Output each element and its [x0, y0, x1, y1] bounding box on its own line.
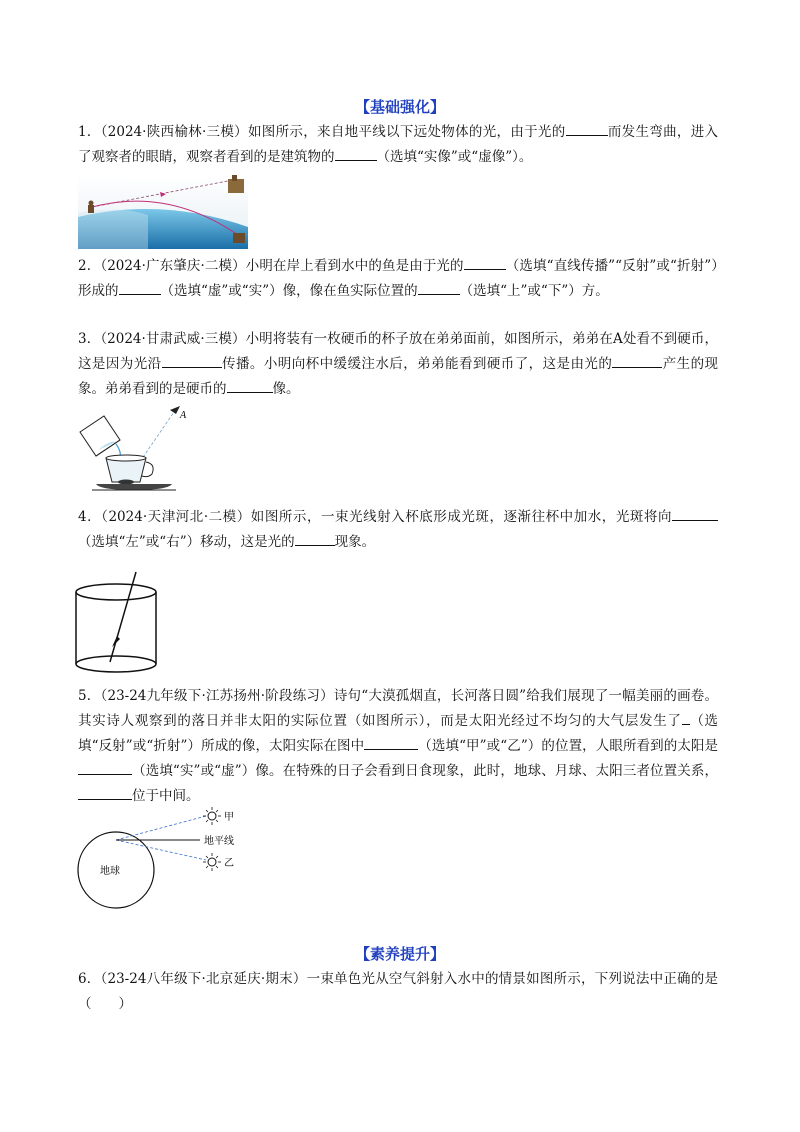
section-heading-advanced: 【素养提升】: [354, 945, 445, 963]
cup-coin-figure: [76, 402, 187, 494]
glass-light-figure: [74, 570, 160, 676]
question-text: （选填“甲”或“乙”）的位置，人眼所看到的太阳是: [418, 738, 718, 754]
saucer-icon: [96, 484, 172, 490]
question-text: （选填“实”或“虚”）像。在特殊的日子会看到日食现象，此时，地球、月球、太阳三者位置关系，: [132, 763, 718, 779]
coin-icon: [118, 480, 134, 485]
question-number: 6．: [78, 971, 101, 987]
question-source: （2024·天津河北·二模）: [101, 509, 251, 525]
answer-blank[interactable]: [78, 785, 132, 800]
question-6: [78, 967, 718, 1017]
question-1: [78, 120, 718, 170]
eye-label-a: A: [180, 410, 187, 421]
mirage-figure: [78, 175, 248, 249]
question-source: （23-24八年级下·北京延庆·期末）: [100, 971, 307, 987]
question-text: （选填“左”或“右”）移动，这是光的: [78, 534, 295, 550]
sun-icon: [203, 807, 221, 825]
earth-label: 地球: [100, 866, 120, 877]
question-4: [78, 505, 718, 555]
answer-blank[interactable]: [335, 146, 377, 161]
answer-blank[interactable]: [227, 378, 273, 393]
light-ray: [110, 572, 136, 662]
answer-blank[interactable]: [682, 710, 690, 725]
question-number: 5．: [78, 688, 101, 704]
question-text: 产生的现象。弟弟看到的是硬币的: [78, 356, 719, 397]
question-text: 小明将装有一枚硬币的杯子放在弟弟面前，如图所示，弟弟在A处看不到硬币，这是因为光沿: [78, 331, 718, 372]
question-text: 如图所示，来自地平线以下远处物体的光，由于光的: [247, 124, 566, 140]
question-text: （选填“上”或“下”）方。: [459, 283, 609, 299]
sun-icon: [203, 853, 221, 871]
question-source: （2024·广东肇庆·二模）: [100, 258, 246, 274]
glass-rim: [76, 584, 156, 600]
question-source: （23-24九年级下·江苏扬州·阶段练习）: [100, 688, 334, 704]
answer-blank[interactable]: [364, 735, 418, 750]
question-text: 小明在岸上看到水中的鱼是由于光的: [245, 258, 464, 274]
arrow-icon: [112, 636, 120, 647]
question-2: [78, 254, 718, 304]
question-text: （选填“反射”或“折射”）所成的像，太阳实际在图中: [78, 713, 719, 754]
sun-label-jia: 甲: [224, 812, 234, 823]
answer-blank[interactable]: [566, 121, 608, 136]
question-3: [78, 327, 718, 402]
question-text: （选填“直线传播”“反射”或“折射”）形成的: [78, 258, 719, 299]
answer-blank[interactable]: [418, 280, 460, 295]
observer-icon: [88, 201, 94, 214]
question-text: （选填“虚”或“实”）像，像在鱼实际位置的: [160, 283, 418, 299]
sunset-figure: [76, 802, 256, 902]
answer-blank[interactable]: [672, 506, 718, 521]
question-number: 4．: [78, 509, 102, 525]
question-text: 诗句“大漠孤烟直，长河落日圆”给我们展现了一幅美丽的画卷。其实诗人观察到的落日并非太阳的实际位置（如图所示），而是太阳光经过不均匀的大气层发生了: [78, 688, 718, 729]
pouring-jug-icon: [80, 416, 121, 460]
sun-label-yi: 乙: [224, 858, 234, 869]
question-text: 传播。小明向杯中缓缓注水后，弟弟能看到硬币了，这是由光的: [221, 356, 613, 372]
horizon-label: 地平线: [204, 836, 234, 847]
question-text: 像。: [272, 381, 300, 397]
question-source: （2024·陕西榆林·三模）: [100, 124, 248, 140]
answer-blank[interactable]: [78, 760, 132, 775]
question-text: 位于中间。: [132, 788, 200, 804]
question-source: （2024·甘肃武威·三模）: [100, 331, 246, 347]
answer-blank[interactable]: [612, 353, 662, 368]
question-number: 2．: [78, 258, 101, 274]
eye-icon: [170, 406, 180, 414]
question-text: 现象。: [334, 534, 376, 550]
question-text: 如图所示，一束光线射入杯底形成光斑，逐渐往杯中加水，光斑将向: [250, 509, 672, 525]
answer-blank[interactable]: [464, 255, 506, 270]
question-number: 1．: [78, 124, 101, 140]
answer-blank[interactable]: [119, 280, 161, 295]
question-text: 而发生弯曲，进入了观察者的眼睛，观察者看到的是建筑物的: [78, 124, 719, 165]
question-text: （选填“实像”或“虚像”）。: [376, 149, 533, 165]
question-number: 3．: [78, 331, 101, 347]
cup-icon: [106, 455, 153, 482]
question-text: 一束单色光从空气斜射入水中的情景如图所示，下列说法中正确的是（ ）: [78, 971, 718, 1012]
answer-blank[interactable]: [162, 353, 222, 368]
section-heading-basic: 【基础强化】: [354, 98, 445, 116]
question-5: [78, 684, 718, 809]
glass-base: [76, 664, 156, 672]
building-actual-icon: [233, 233, 245, 243]
answer-blank[interactable]: [295, 531, 335, 546]
